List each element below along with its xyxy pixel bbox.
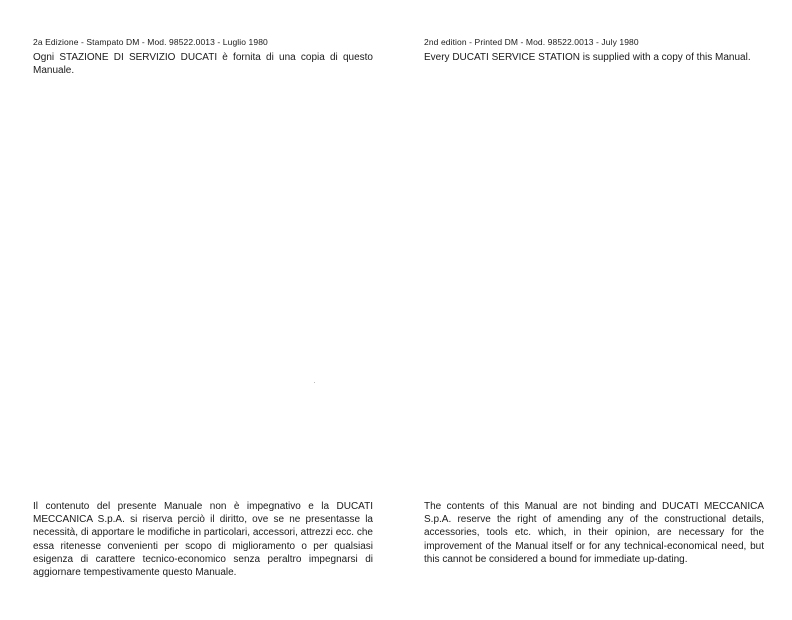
service-station-notice-english: Every DUCATI SERVICE STATION is supplied with a copy of this Manual. xyxy=(424,52,751,63)
edition-line-italian: 2a Edizione - Stampato DM - Mod. 98522.0013 - Luglio 1980 xyxy=(33,37,268,47)
disclaimer-english: The contents of this Manual are not binding and DUCATI MECCANICA S.p.A. reserve the right of amending any of the constructional details, accessories, tools etc. which, in their opinion, are necessary for the improvement of the Manual itself or for any technical-economical need, but this cannot be considered a bound for immediate up-dating. xyxy=(424,501,764,565)
service-station-notice-italian: Ogni STAZIONE DI SERVIZIO DUCATI è fornita di una copia di questo Manuale. xyxy=(33,52,373,76)
print-speck xyxy=(314,382,315,383)
disclaimer-italian: Il contenuto del presente Manuale non è impegnativo e la DUCATI MECCANICA S.p.A. si riserva perciò il diritto, ove se ne presentasse la necessità, di apportare le modifiche in particolari, accessori, attrezzi ecc. che essa ritenesse convenienti per scopo di miglioramento o per qualsiasi esigenza di carattere tecnico-economico senza peraltro impegnarsi di aggiornare tempestivamente questo Manuale. xyxy=(33,501,373,579)
edition-line-english: 2nd edition - Printed DM - Mod. 98522.0013 - July 1980 xyxy=(424,37,639,47)
